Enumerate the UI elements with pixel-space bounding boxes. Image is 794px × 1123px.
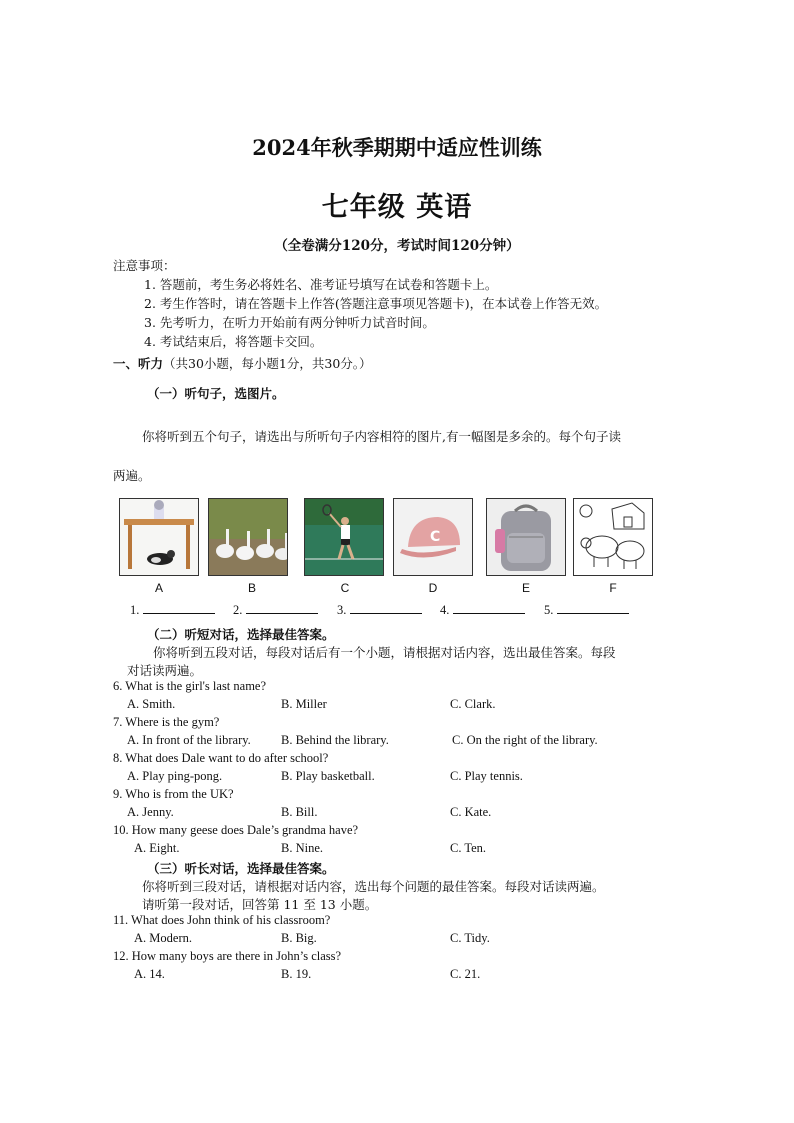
picture-a (119, 498, 199, 576)
question-text: 7. Where is the gym? (113, 715, 220, 729)
score-note: （全卷满分120分，考试时间120分钟） (274, 238, 520, 254)
option-c[interactable]: C. Kate. (450, 805, 492, 819)
picture-label: C (340, 581, 350, 595)
question-text: 11. What does John think of his classroom? (113, 913, 331, 927)
answer-blank[interactable]: 4. (440, 601, 525, 618)
picture-label: B (247, 581, 256, 595)
option-b[interactable]: B. 19. (281, 967, 312, 981)
cap-icon (394, 499, 472, 575)
part1-instruction: 你将听到五个句子，请选出与所听句子内容相符的图片,有一幅图是多余的。每个句子读 (142, 429, 621, 444)
part3-instruction-cont: 请听第一段对话，回答第 11 至 13 小题。 (142, 897, 378, 912)
part3-heading: （三）听长对话，选择最佳答案。 (147, 861, 335, 876)
option-a[interactable]: A. Modern. (134, 931, 192, 945)
option-a[interactable]: A. Jenny. (127, 805, 174, 819)
exam-subject: 七年级 英语 (321, 192, 473, 223)
picture-label: A (154, 581, 163, 595)
option-b[interactable]: B. Big. (281, 931, 317, 945)
part2-heading: （二）听短对话，选择最佳答案。 (147, 627, 335, 642)
picture-b (208, 498, 288, 576)
section-heading (113, 354, 372, 372)
part2-instruction-cont: 对话读两遍。 (127, 663, 203, 678)
picture-e (486, 498, 566, 576)
part1-instruction-cont: 两遍。 (113, 468, 151, 483)
section-detail: （共30小题，每小题1分，共30分。） (163, 356, 372, 371)
answer-blank[interactable]: 3. (337, 601, 422, 618)
section-name: 听力 (138, 356, 164, 371)
geese-icon (209, 499, 288, 575)
option-a[interactable]: A. In front of the library. (127, 733, 251, 747)
question-text: 8. What does Dale want to do after school? (113, 751, 329, 765)
option-c[interactable]: C. 21. (450, 967, 481, 981)
section-number: 一、 (113, 356, 139, 371)
notice-item: 3. 先考听力，在听力开始前有两分钟听力试音时间。 (144, 315, 435, 330)
option-b[interactable]: B. Play basketball. (281, 769, 375, 783)
option-b[interactable]: B. Bill. (281, 805, 318, 819)
tennis-player-icon (305, 499, 383, 575)
notice-item: 4. 考试结束后，将答题卡交回。 (144, 334, 323, 349)
option-c[interactable]: C. Clark. (450, 697, 496, 711)
answer-blank[interactable]: 1. (130, 601, 215, 618)
option-b[interactable]: B. Miller (281, 697, 327, 711)
picture-label: E (521, 581, 530, 595)
part2-instruction: 你将听到五段对话，每段对话后有一个小题，请根据对话内容，选出最佳答案。每段 (153, 645, 616, 660)
option-c[interactable]: C. Tidy. (450, 931, 490, 945)
option-c[interactable]: C. On the right of the library. (452, 733, 598, 747)
option-a[interactable]: A. Play ping-pong. (127, 769, 223, 783)
part1-heading: （一）听句子，选图片。 (147, 386, 285, 401)
part3-instruction: 你将听到三段对话，请根据对话内容，选出每个问题的最佳答案。每段对话读两遍。 (142, 879, 605, 894)
notice-item: 1. 答题前，考生务必将姓名、准考证号填写在试卷和答题卡上。 (144, 277, 498, 292)
answer-blank[interactable]: 2. (233, 601, 318, 618)
notice-heading: 注意事项： (113, 258, 176, 273)
picture-d (393, 498, 473, 576)
option-a[interactable]: A. Smith. (127, 697, 176, 711)
exam-title: 2024年秋季期期中适应性训练 (252, 135, 542, 160)
option-c[interactable]: C. Play tennis. (450, 769, 523, 783)
option-b[interactable]: B. Behind the library. (281, 733, 389, 747)
picture-c (304, 498, 384, 576)
option-a[interactable]: A. 14. (134, 967, 165, 981)
backpack-icon (487, 499, 565, 575)
picture-label: D (428, 581, 438, 595)
question-text: 12. How many boys are there in John’s class? (113, 949, 342, 963)
table-dog-icon (120, 499, 198, 575)
notice-item: 2. 考生作答时，请在答题卡上作答(答题注意事项见答题卡)，在本试卷上作答无效。 (144, 296, 608, 311)
question-text: 6. What is the girl's last name? (113, 679, 267, 693)
option-c[interactable]: C. Ten. (450, 841, 487, 855)
svg-text:C: C (430, 529, 441, 545)
picture-label: F (609, 581, 617, 595)
question-text: 10. How many geese does Dale’s grandma have? (113, 823, 359, 837)
question-text: 9. Who is from the UK? (113, 787, 234, 801)
sheep-drawing-icon (574, 499, 652, 575)
answer-blank[interactable]: 5. (544, 601, 629, 618)
picture-f (573, 498, 653, 576)
option-a[interactable]: A. Eight. (134, 841, 180, 855)
option-b[interactable]: B. Nine. (281, 841, 324, 855)
